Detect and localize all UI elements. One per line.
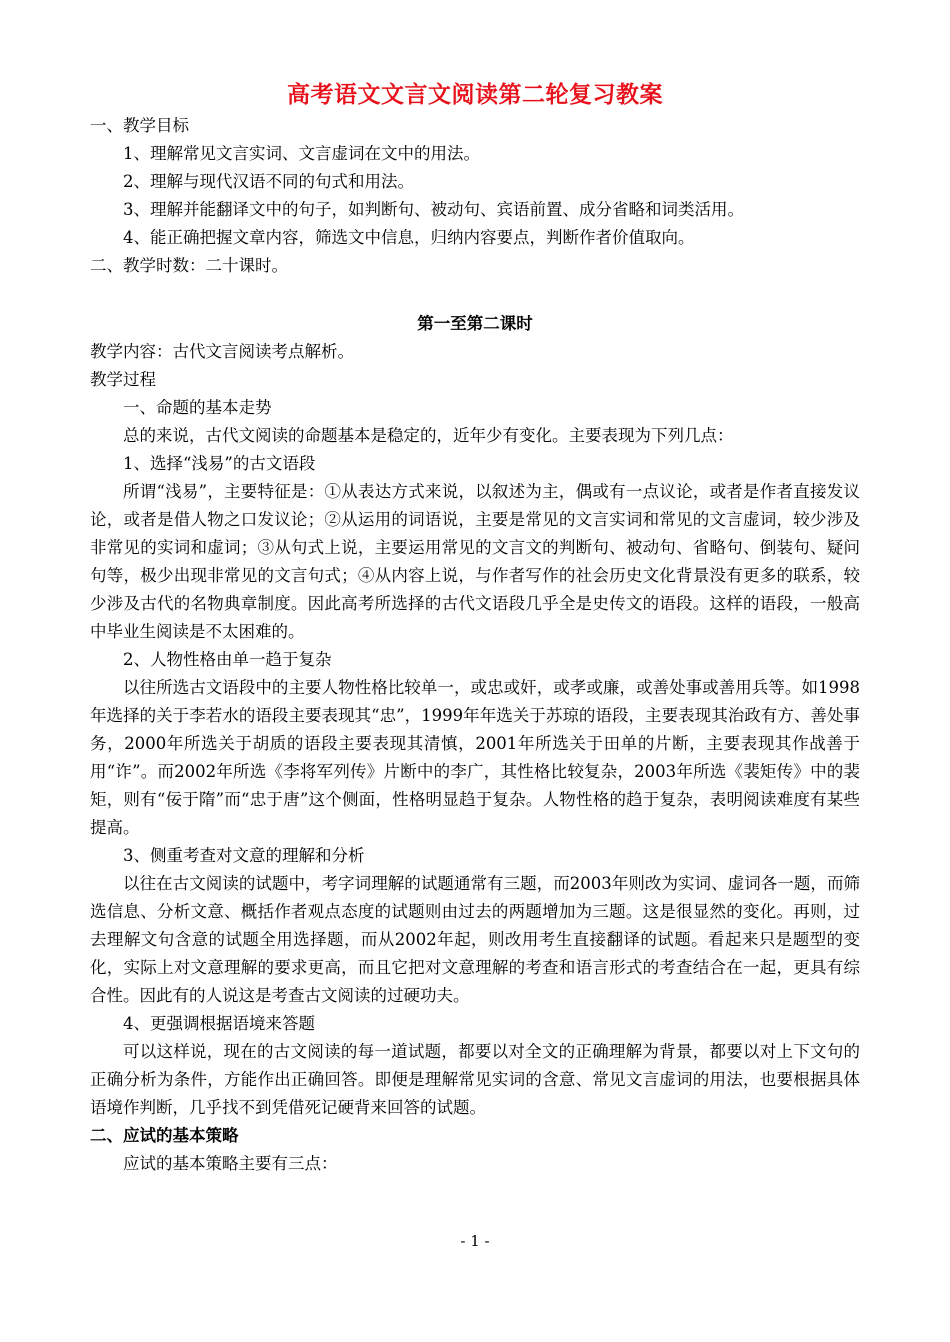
point-4-heading: 4、更强调根据语境来答题 (123, 1014, 315, 1033)
section-title: 第一至第二课时 (417, 314, 533, 333)
objective-item-2: 2、理解与现代汉语不同的句式和用法。 (123, 172, 414, 191)
point-1-heading: 1、选择“浅易”的古文语段 (123, 454, 316, 473)
point-2-text: 以往所选古文语段中的主要人物性格比较单一，或忠或奸，或孝或廉，或善处事或善用兵等。如1998年选择的关于李若水的语段主要表现其“忠”，1999年年选关于苏琼的语段，主要表现其治政有方、善处事务，2000年所选关于胡质的语段主要表现其清慎，2001年所选关于田单的片断，主要表现其作战善于用“诈”。而2002年所选《李将军列传》片断中的李广，其性格比较复杂，2003年所选《裴矩传》中的裴矩，则有“佞于隋”而“忠于唐”这个侧面，性格明显趋于复杂。人物性格的趋于复杂，表明阅读难度有某些提高。 (90, 678, 860, 837)
point-2-heading: 2、人物性格由单一趋于复杂 (123, 650, 332, 669)
strategy-heading: 二、应试的基本策略 (90, 1126, 239, 1145)
objective-item-3: 3、理解并能翻译文中的句子，如判断句、被动句、宾语前置、成分省略和词类活用。 (123, 200, 744, 219)
point-4-text: 可以这样说，现在的古文阅读的每一道试题，都要以对全文的正确理解为背景，都要以对上下文句的正确分析为条件，方能作出正确回答。即便是理解常见实词的含意、常见文言虚词的用法，也要根据具体语境作判断，几乎找不到凭借死记硬背来回答的试题。 (90, 1042, 860, 1117)
teaching-process: 教学过程 (90, 370, 156, 389)
strategy-intro: 应试的基本策略主要有三点： (123, 1154, 338, 1173)
trend-intro: 总的来说，古代文阅读的命题基本是稳定的，近年少有变化。主要表现为下列几点： (123, 426, 734, 445)
objective-item-4: 4、能正确把握文章内容，筛选文中信息，归纳内容要点，判断作者价值取向。 (123, 228, 695, 247)
point-3-text: 以往在古文阅读的试题中，考字词理解的试题通常有三题，而2003年则改为实词、虚词各一题，而筛选信息、分析文意、概括作者观点态度的试题则由过去的两题增加为三题。这是很显然的变化。再则，过去理解文句含意的试题全用选择题，而从2002年起，则改用考生直接翻译的试题。看起来只是题型的变化，实际上对文意理解的要求更高，而且它把对文意理解的考查和语言形式的考查结合在一起，更具有综合性。因此有的人说这是考查古文阅读的过硬功夫。 (90, 874, 860, 1005)
objective-item-1: 1、理解常见文言实词、文言虚词在文中的用法。 (123, 144, 480, 163)
document-page (90, 78, 860, 1178)
point-1-text: 所谓“浅易”，主要特征是：①从表达方式来说，以叙述为主，偶或有一点议论，或者是作者直接发议论，或者是借人物之口发议论；②从运用的词语说，主要是常见的文言实词和常见的文言虚词，较少涉及非常见的实词和虚词；③从句式上说，主要运用常见的文言文的判断句、被动句、省略句、倒装句、疑问句等，极少出现非常见的文言句式；④从内容上说，与作者写作的社会历史文化背景没有更多的联系，较少涉及古代的名物典章制度。因此高考所选择的古代文语段几乎全是史传文的语段。这样的语段，一般高中毕业生阅读是不太困难的。 (90, 482, 860, 641)
teaching-content: 教学内容：古代文言阅读考点解析。 (90, 342, 354, 361)
point-3-heading: 3、侧重考查对文意的理解和分析 (123, 846, 365, 865)
document-title: 高考语文文言文阅读第二轮复习教案 (287, 81, 663, 108)
trend-heading: 一、命题的基本走势 (123, 398, 272, 417)
page-number: - 1 - (460, 1232, 490, 1250)
objectives-heading: 一、教学目标 (90, 116, 189, 135)
teaching-hours: 二、教学时数：二十课时。 (90, 256, 288, 275)
